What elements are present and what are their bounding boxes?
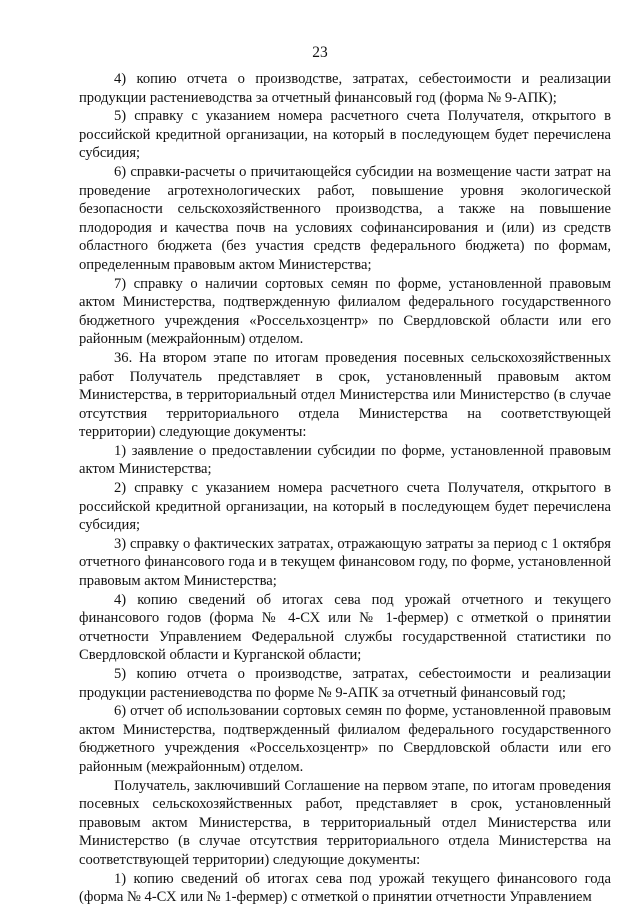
paragraph: 6) отчет об использовании сортовых семян по форме, установленной правовым актом Министерства, подтвержденный филиалом федерального государственного бюджетного учреждения «Россельхозцентр» по Свердловской области или его районным (межрайонным) отделом. xyxy=(79,703,611,775)
paragraph: 1) заявление о предоставлении субсидии по форме, установленной правовым актом Министерства; xyxy=(79,442,611,478)
paragraph: 2) справку с указанием номера расчетного счета Получателя, открытого в российской кредитной организации, на который в последующем будет перечислена субсидия; xyxy=(79,480,611,534)
document-body xyxy=(79,70,611,907)
paragraph: 4) копию сведений об итогах сева под урожай отчетного и текущего финансового годов (форма № 4-СХ или № 1-фермер) с отметкой о принятии отчетности Управлением Федеральной службы государственной статистики по Свердловской области и Курганской области; xyxy=(79,591,611,664)
paragraph: 36. На втором этапе по итогам проведения посевных сельскохозяйственных работ Получатель представляет в срок, установленный правовым актом Министерства, в территориальный отдел Министерства или Министерство (в случае отсутствия территориального отдела Министерства на соответствующей территории) следующие документы: xyxy=(79,349,611,441)
paragraph: 1) копию сведений об итогах сева под урожай текущего финансового года (форма № 4-СХ или № 1-фермер) с отметкой о принятии отчетности Управлением xyxy=(79,870,611,906)
paragraph: 7) справку о наличии сортовых семян по форме, установленной правовым актом Министерства, подтвержденную филиалом федерального государственного бюджетного учреждения «Россельхозцентр» по Свердловской области или его районным (межрайонным) отделом. xyxy=(79,275,611,348)
paragraph: 5) справку с указанием номера расчетного счета Получателя, открытого в российской кредитной организации, на который в последующем будет перечислена субсидия; xyxy=(79,108,611,162)
page-number: 23 xyxy=(312,44,328,61)
paragraph: 4) копию отчета о производстве, затратах, себестоимости и реализации продукции растениеводства за отчетный финансовый год (форма № 9-АПК); xyxy=(79,71,611,106)
paragraph: 3) справку о фактических затратах, отражающую затраты за период с 1 октября отчетного финансового года и в текущем финансовом году, по форме, установленной правовым актом Министерства; xyxy=(79,535,611,590)
paragraph: Получатель, заключивший Соглашение на первом этапе, по итогам проведения посевных сельскохозяйственных работ, представляет в срок, установленный правовым актом Министерства, в территориальный отдел Министерства или Министерство (в случае отсутствия территориального отдела Министерства на соответствующей территории) следующие документы: xyxy=(79,777,611,868)
paragraph: 6) справки-расчеты о причитающейся субсидии на возмещение части затрат на проведение агротехнологических работ, повышение уровня экологической безопасности сельскохозяйственного производства, а также на повышение плодородия и качества почв на условиях софинансирования и (или) из средств областного бюджета (без участия средств федерального бюджета) по формам, определенным правовым актом Министерства; xyxy=(79,163,611,273)
paragraph: 5) копию отчета о производстве, затратах, себестоимости и реализации продукции растениеводства по форме № 9-АПК за отчетный финансовый год; xyxy=(79,666,611,701)
